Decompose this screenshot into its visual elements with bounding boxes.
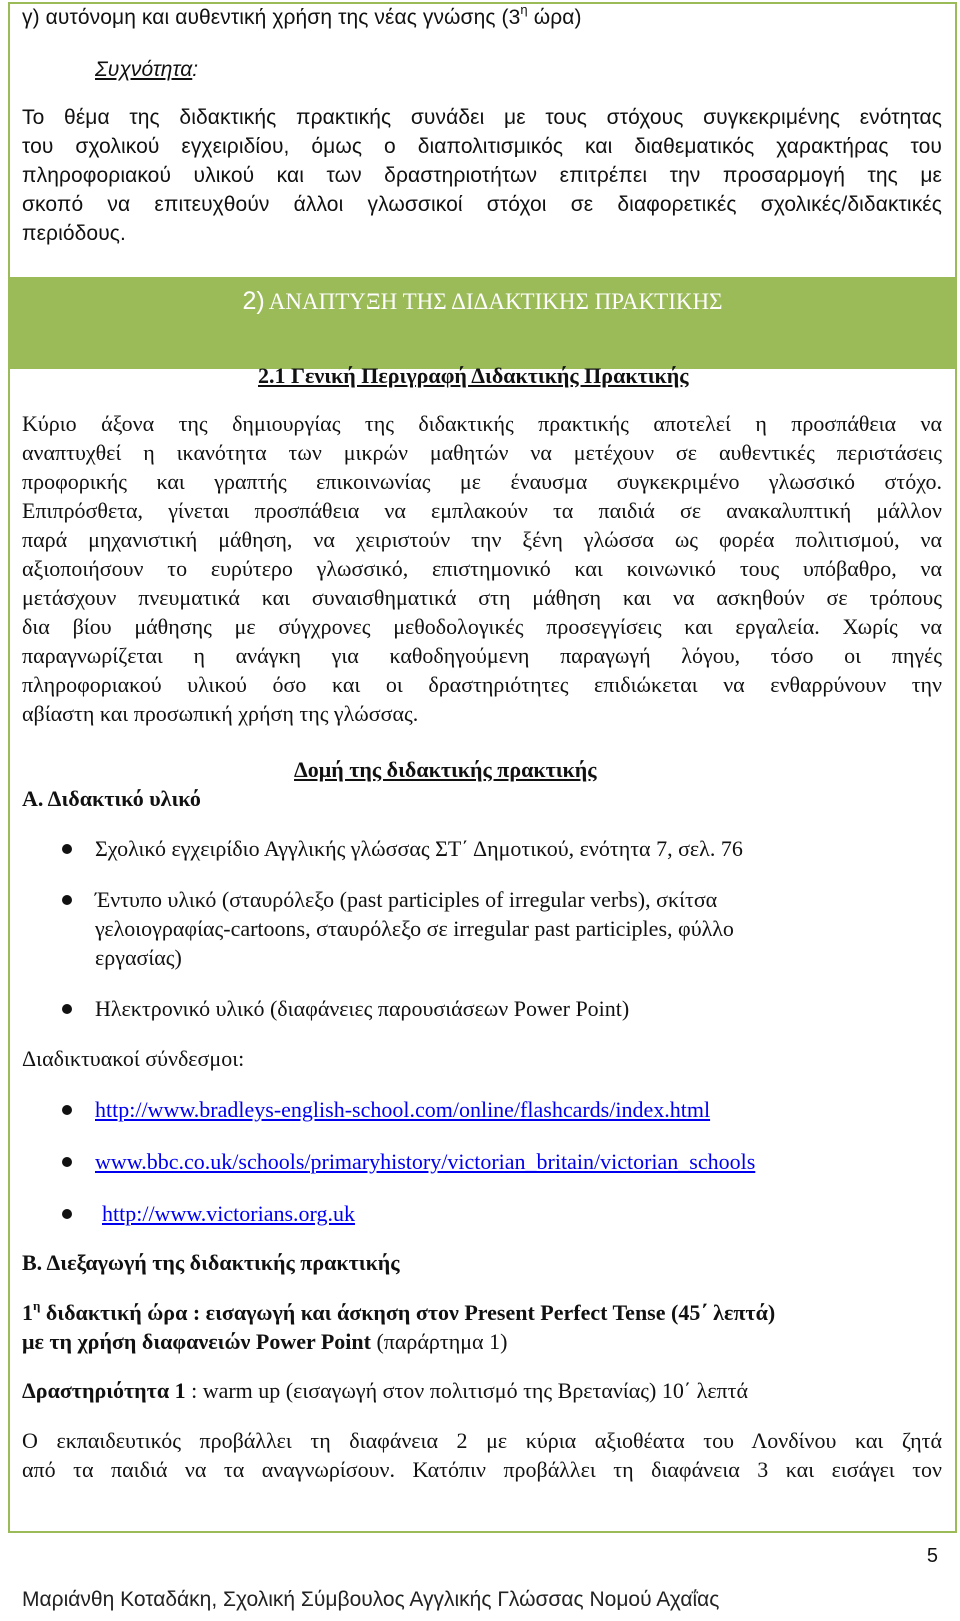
banner-title (10, 287, 955, 316)
page-number: 5 (926, 1545, 938, 1567)
hour-line-1 (22, 1300, 775, 1326)
hour-line-1-text: διδακτική ώρα : εισαγωγή και άσκηση στον Present Perfect Tense (45΄ λεπτά) (40, 1300, 776, 1325)
material-item: Σχολικό εγχειρίδιο Αγγλικής γλώσσας ΣΤ΄ Δημοτικού, ενότητα 7, σελ. 76 (95, 836, 743, 861)
top-paragraph-line: Το θέμα της διδακτικής πρακτικής συνάδει με τους στόχους συγκεκριμένης ενότητας (22, 106, 942, 129)
section-paragraph-line: αβίαστη και προσωπική χρήση της γλώσσας. (22, 701, 419, 726)
material-item: Έντυπο υλικό (σταυρόλεξο (past participles of irregular verbs), σκίτσα (95, 887, 718, 912)
bullet-icon (62, 844, 72, 854)
bullet-icon (62, 895, 72, 905)
top-paragraph-line: πληροφοριακού υλικού και των δραστηριοτήτων επιτρέπει την προσαρμογή της με (22, 164, 942, 187)
section-paragraph-line: πληροφοριακού υλικού όσο και οι δραστηριότητες επιδιώκεται να ενθαρρύνουν την (22, 672, 942, 697)
page-footer: Μαριάνθη Κοταδάκη, Σχολική Σύμβουλος Αγγλικής Γλώσσας Νομού Αχαΐας (22, 1588, 720, 1611)
section-paragraph-line: παρά μηχανιστική μάθηση, να χειριστούν την ξένη γλώσσα ως φορέα πολιτισμού, να (22, 527, 942, 552)
top-paragraph-line: σκοπό να επιτευχθούν άλλοι γλωσσικοί στόχοι σε διαφορετικές σχολικές/διδακτικές (22, 193, 942, 216)
bullet-icon (62, 1209, 72, 1219)
section-paragraph-line: αναπτυχθεί η ικανότητα των μικρών μαθητών να μετέχουν σε αυθεντικές περιστάσεις (22, 440, 942, 465)
section-paragraph-line: προφορικής και γραπτής επικοινωνίας με έναυσμα συγκεκριμένο γλωσσικό στόχο. (22, 469, 942, 494)
frequency-heading (95, 58, 198, 82)
banner-number: 2) (242, 287, 265, 315)
section-paragraph-line: αξιοποιήσουν το ευρύτερο γλωσσικό, επιστημονικό και κοινωνικό τους υπόβαθρο, να (22, 556, 942, 581)
section-paragraph-line: Κύριο άξονα της δημιουργίας της διδακτικής πρακτικής αποτελεί η προσπάθεια να (22, 411, 942, 436)
link-bbc[interactable]: www.bbc.co.uk/schools/primaryhistory/victorian_britain/victorian_schools (95, 1149, 756, 1174)
material-item-cont: γελοιογραφίας-cartoons, σταυρόλεξο σε irregular past participles, φύλλο (95, 916, 734, 941)
intro-line-sup: η (520, 2, 528, 17)
section-banner (10, 277, 955, 369)
hour-line-2-bold: με τη χρήση διαφανειών Power Point (22, 1329, 371, 1354)
closing-line: από τα παιδιά να τα αναγνωρίσουν. Κατόπιν προβάλλει τη διαφάνεια 3 και εισάγει τον (22, 1457, 942, 1482)
structure-heading: Δομή της διδακτικής πρακτικής (294, 757, 597, 782)
bullet-icon (62, 1004, 72, 1014)
material-item: Ηλεκτρονικό υλικό (διαφάνειες παρουσιάσεων Power Point) (95, 996, 630, 1021)
top-paragraph-line: του σχολικού εγχειριδίου, όμως ο διαπολιτισμικός και διαθεματικός χαρακτήρας του (22, 135, 942, 158)
bullet-icon (62, 1105, 72, 1115)
intro-line-text: γ) αυτόνομη και αυθεντική χρήση της νέας γνώσης (3 (22, 6, 521, 29)
conduct-heading: Β. Διεξαγωγή της διδακτικής πρακτικής (22, 1250, 400, 1275)
section-2-1-heading: 2.1 Γενική Περιγραφή Διδακτικής Πρακτικής (258, 363, 689, 388)
intro-line (22, 2, 582, 30)
activity-text: : warm up (εισαγωγή στον πολιτισμό της Βρετανίας) 10΄ λεπτά (185, 1378, 749, 1403)
hour-line-2 (22, 1329, 507, 1355)
link-victorians[interactable]: http://www.victorians.org.uk (102, 1201, 355, 1226)
material-heading: Α. Διδακτικό υλικό (22, 786, 201, 811)
hour-line-2-text: (παράρτημα 1) (370, 1329, 508, 1354)
closing-line: Ο εκπαιδευτικός προβάλλει τη διαφάνεια 2 με κύρια αξιοθέατα του Λονδίνου και ζητά (22, 1428, 942, 1453)
frequency-colon: : (192, 58, 199, 81)
banner-title-text: ΑΝΑΠΤΥΞΗ ΤΗΣ ΔΙΔΑΚΤΙΚΗΣ ΠΡΑΚΤΙΚΗΣ (268, 289, 723, 314)
material-item-cont: εργασίας) (95, 945, 182, 970)
section-paragraph-line: παραγνωρίζεται η ανάγκη για καθοδηγούμενη παραγωγή λόγου, τόσο οι πηγές (22, 643, 942, 668)
section-paragraph-line: δια βίου μάθησης με σύγχρονες μεθοδολογικές προσεγγίσεις και εργαλεία. Χωρίς να (22, 614, 942, 639)
activity-label: Δραστηριότητα 1 (22, 1378, 186, 1403)
hour-number: 1 (22, 1300, 33, 1325)
section-paragraph-line: Επιπρόσθετα, γίνεται προσπάθεια να εμπλακούν τα παιδιά σε ανακαλυπτική μάλλον (22, 498, 942, 523)
intro-line-end: ώρα) (527, 6, 582, 29)
hour-sup: η (33, 1298, 41, 1313)
frequency-heading-text: Συχνότητα (95, 58, 193, 81)
section-paragraph-line: μετάσχουν πνευματικά και συναισθηματικά στη μάθηση και να ασκηθούν σε τρόπους (22, 585, 942, 610)
activity-line (22, 1378, 748, 1404)
bullet-icon (62, 1157, 72, 1167)
top-paragraph-line: περιόδους. (22, 222, 126, 245)
links-label: Διαδικτυακοί σύνδεσμοι: (22, 1046, 245, 1071)
link-bradleys[interactable]: http://www.bradleys-english-school.com/online/flashcards/index.html (95, 1097, 711, 1122)
